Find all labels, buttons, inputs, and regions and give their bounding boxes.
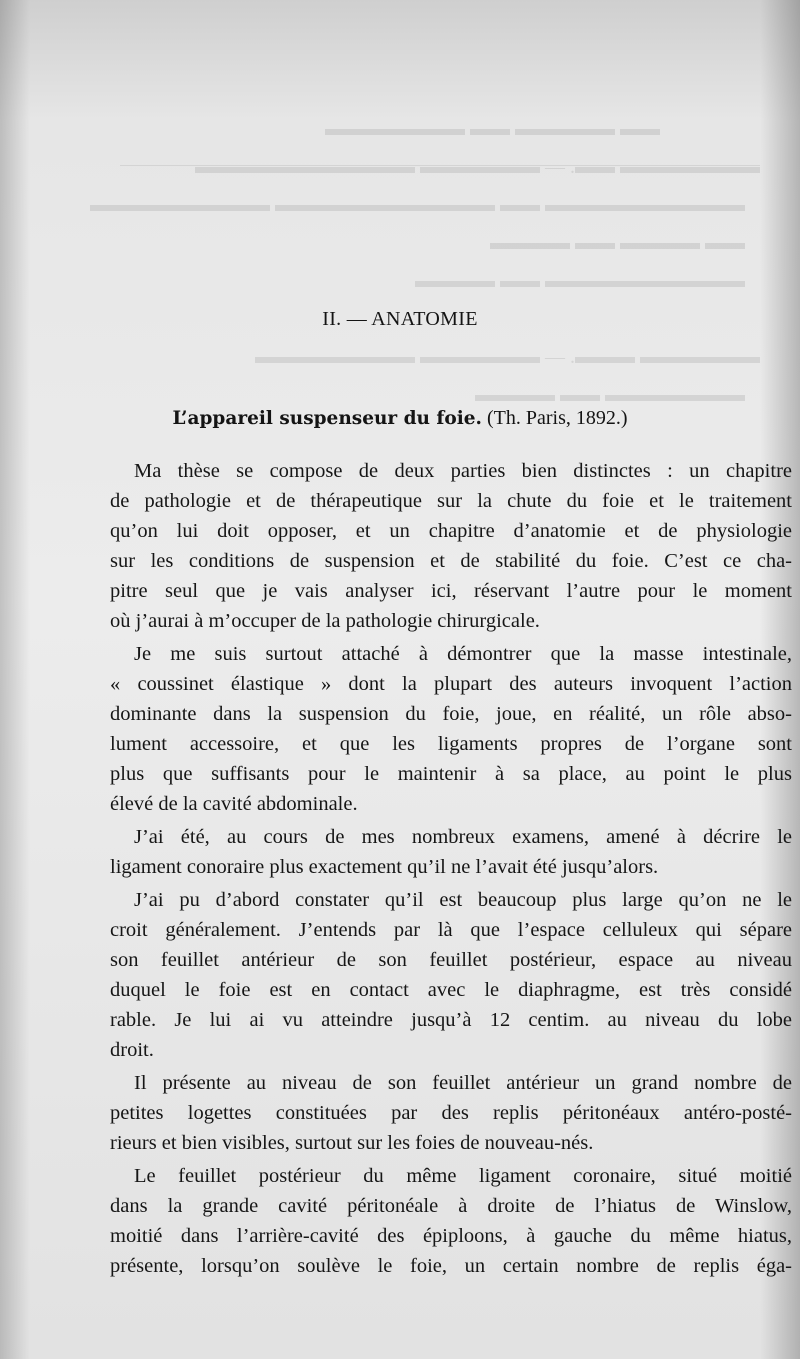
subtitle-reference: (Th. Paris, 1892.) xyxy=(486,407,628,429)
text-line: dans la grande cavité péritonéale à droite de l’hiatus de Winslow, xyxy=(110,1195,792,1217)
paragraph xyxy=(110,639,792,819)
text-line: sur les conditions de suspension et de stabilité du foie. C’est ce cha- xyxy=(110,550,792,572)
text-line: Je me suis surtout attaché à démontrer que la masse intestinale, xyxy=(134,643,792,665)
text-line: ligament conoraire plus exactement qu’il ne l’avait été jusqu’alors. xyxy=(110,856,659,878)
text-line: moitié dans l’arrière-cavité des épiploons, à gauche du même hiatus, xyxy=(110,1225,792,1247)
text-line: petites logettes constituées par des replis péritonéaux antéro-posté- xyxy=(110,1102,792,1124)
show-through-texture: ▬▬ ▬▬▬▬▬ ▬▬ ▬▬▬▬▬▬▬ ▬▬▬▬▬▬▬ ▬▬. — ▬▬▬▬▬▬ ▬▬▬▬▬▬▬▬▬▬▬ ▬▬▬▬▬▬▬▬▬▬ ▬▬ ▬▬▬▬▬▬▬▬▬▬▬ ▬▬▬▬▬▬▬▬▬ ▬▬ ▬▬▬▬ ▬▬ ▬▬▬▬ ▬▬▬▬▬▬▬▬▬▬ ▬▬ ▬▬▬▬ ▬▬▬▬▬▬ ▬▬▬. — ▬▬▬▬▬▬ ▬▬▬▬▬▬▬▬ ▬▬▬▬▬▬▬ ▬▬ ▬▬▬▬ xyxy=(90,118,760,406)
section-title: II. — ANATOMIE xyxy=(322,308,478,330)
text-line: Le feuillet postérieur du même ligament coronaire, situé moitié xyxy=(134,1165,792,1187)
text-line: Il présente au niveau de son feuillet antérieur un grand nombre de xyxy=(134,1072,792,1094)
paragraph xyxy=(110,456,792,636)
text-line: présente, lorsqu’on soulève le foie, un certain nombre de replis éga- xyxy=(110,1255,792,1277)
text-line: Ma thèse se compose de deux parties bien distinctes : un chapitre xyxy=(134,460,792,482)
text-line: pitre seul que je vais analyser ici, réservant l’autre pour le moment xyxy=(110,580,792,602)
text-line: où j’aurai à m’occuper de la pathologie chirurgicale. xyxy=(110,610,540,632)
paragraph xyxy=(110,822,792,882)
text-line: dominante dans la suspension du foie, joue, en réalité, un rôle abso- xyxy=(110,703,792,725)
text-line: J’ai été, au cours de mes nombreux examens, amené à décrire le xyxy=(134,826,792,848)
header-rule xyxy=(120,165,760,166)
text-line: lument accessoire, et que les ligaments propres de l’organe sont xyxy=(110,733,792,755)
subtitle-bold: L’appareil suspenseur du foie. xyxy=(172,408,482,429)
text-line: élevé de la cavité abdominale. xyxy=(110,793,358,815)
text-line: plus que suffisants pour le maintenir à sa place, au point le plus xyxy=(110,763,792,785)
subtitle xyxy=(0,407,800,430)
text-line: rable. Je lui ai vu atteindre jusqu’à 12 centim. au niveau du lobe xyxy=(110,1009,792,1031)
text-line: duquel le foie est en contact avec le diaphragme, est très considé xyxy=(110,979,792,1001)
text-line: J’ai pu d’abord constater qu’il est beaucoup plus large qu’on ne le xyxy=(134,889,792,911)
paragraph xyxy=(110,1161,792,1281)
body-text xyxy=(110,456,792,1281)
text-line: croit généralement. J’entends par là que l’espace celluleux qui sépare xyxy=(110,919,792,941)
paragraph xyxy=(110,1068,792,1158)
text-line: rieurs et bien visibles, surtout sur les foies de nouveau-nés. xyxy=(110,1132,594,1154)
text-line: son feuillet antérieur de son feuillet postérieur, espace au niveau xyxy=(110,949,792,971)
text-line: qu’on lui doit opposer, et un chapitre d’anatomie et de physiologie xyxy=(110,520,792,542)
text-line: de pathologie et de thérapeutique sur la chute du foie et le traitement xyxy=(110,490,792,512)
text-line: « coussinet élastique » dont la plupart des auteurs invoquent l’action xyxy=(110,673,792,695)
paragraph xyxy=(110,885,792,1065)
text-line: droit. xyxy=(110,1039,154,1061)
